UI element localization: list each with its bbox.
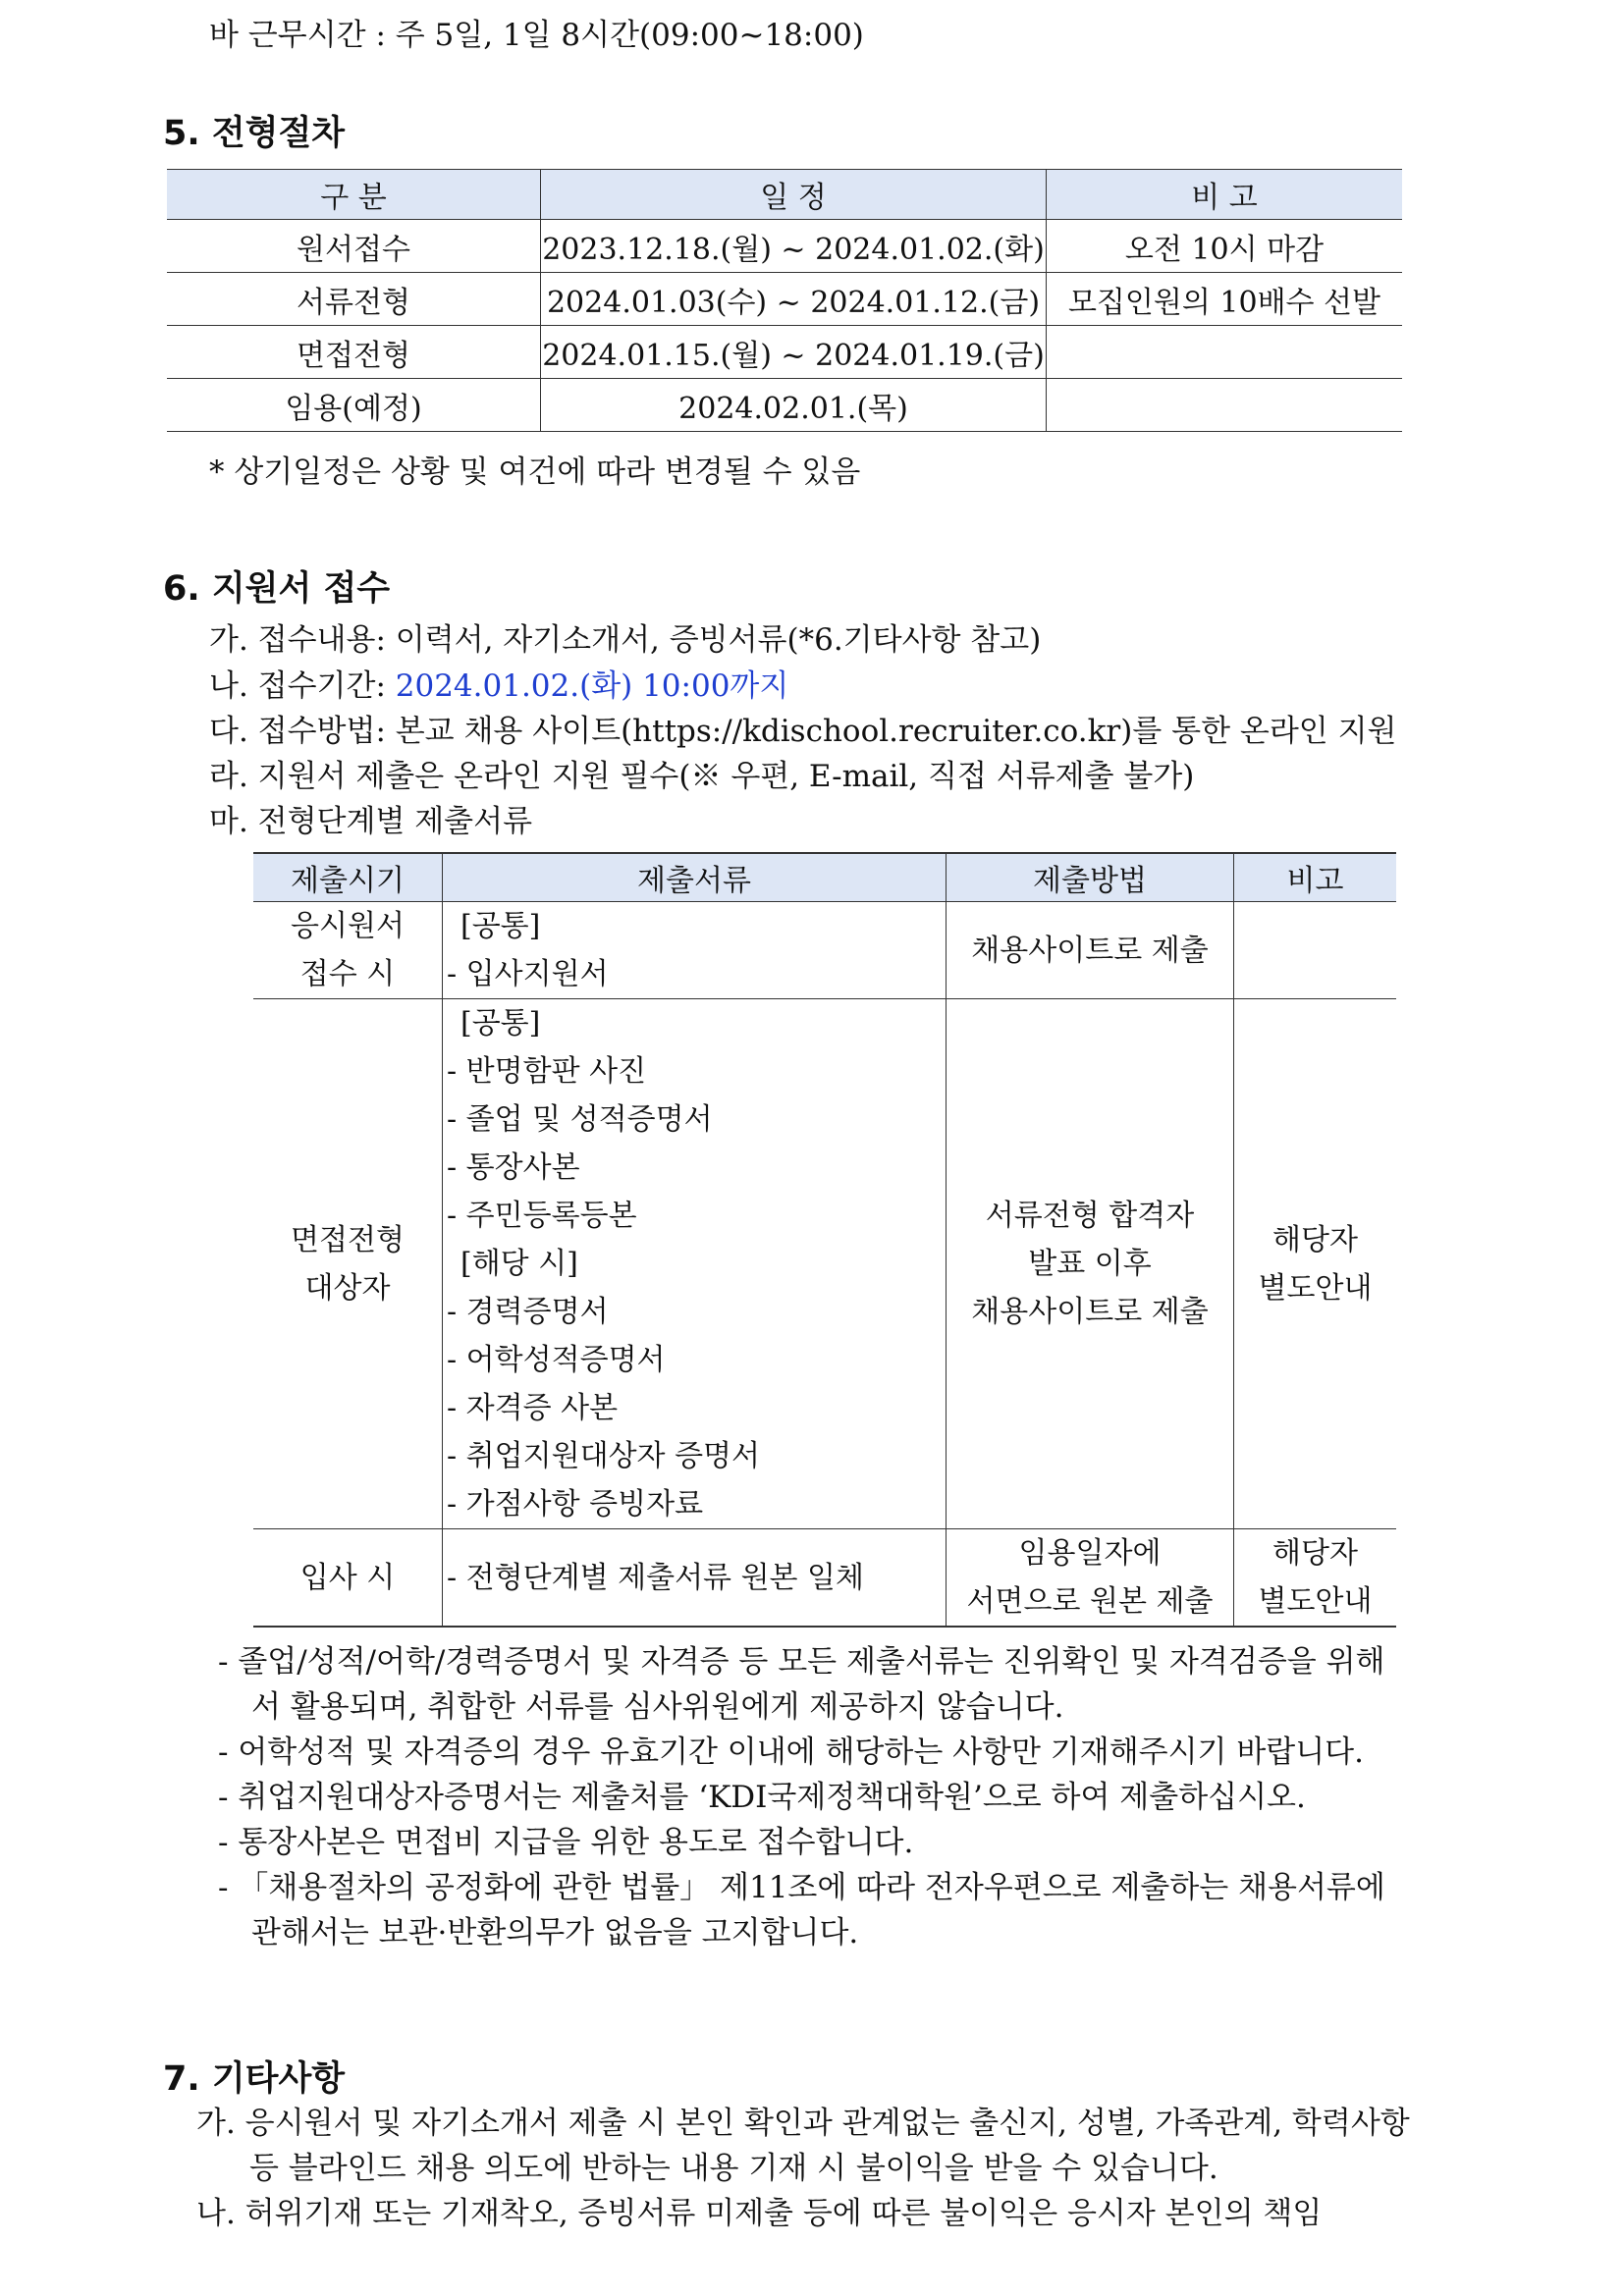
documents-header-note: 비고	[1234, 853, 1397, 902]
documents-notes	[218, 1639, 1411, 1955]
documents-method: 발표 이후	[1028, 1247, 1152, 1281]
documents-note-cell	[1234, 999, 1397, 1529]
application-period-value: 2024.01.02.(화) 10:00까지	[395, 668, 789, 704]
document-item: - 자격증 사본	[447, 1391, 619, 1425]
documents-note-item: - 「채용절차의 공정화에 관한 법률」 제11조에 따라 전자우편으로 제출하는 채용서류에 관해서는 보관·반환의무가 없음을 고지합니다.	[218, 1870, 1385, 1950]
document-item: - 경력증명서	[447, 1295, 609, 1329]
schedule-date: 2023.12.18.(월) ~ 2024.01.02.(화)	[541, 220, 1047, 273]
other-item: 가. 응시원서 및 자기소개서 제출 시 본인 확인과 관계없는 출신지, 성별, 가족관계, 학력사항 등 블라인드 채용 의도에 반하는 내용 기재 시 불이익을 받을 수 있습니다.	[196, 2106, 1410, 2186]
schedule-category: 임용(예정)	[167, 379, 541, 432]
schedule-category: 서류전형	[167, 273, 541, 326]
schedule-note: 모집인원의 10배수 선발	[1047, 273, 1403, 326]
documents-time-cell	[253, 999, 443, 1529]
table-row	[253, 999, 1396, 1529]
document-item: - 졸업 및 성적증명서	[447, 1102, 713, 1137]
table-row	[167, 220, 1402, 273]
online-required-line: 라. 지원서 제출은 온라인 지원 필수(※ 우편, E-mail, 직접 서류제출 불가)	[209, 759, 1195, 794]
documents-method: 서면으로 원본 제출	[966, 1584, 1214, 1619]
schedule-note: 오전 10시 마감	[1047, 220, 1403, 273]
other-item: 나. 허위기재 또는 기재착오, 증빙서류 미제출 등에 따른 불이익은 응시자 본인의 책임	[196, 2196, 1323, 2231]
documents-note-item: - 어학성적 및 자격증의 경우 유효기간 이내에 해당하는 사항만 기재해주시기 바랍니다.	[218, 1735, 1364, 1770]
documents-method: 채용사이트로 제출	[971, 1295, 1209, 1329]
documents-header-row	[253, 853, 1396, 902]
documents-time: 면접전형	[291, 1222, 405, 1257]
documents-list-cell	[443, 902, 947, 999]
other-items	[196, 2101, 1411, 2236]
document-item: - 어학성적증명서	[447, 1343, 666, 1377]
schedule-header-note: 비 고	[1047, 170, 1403, 220]
documents-time-cell	[253, 902, 443, 999]
documents-time: 입사 시	[253, 1529, 443, 1628]
schedule-date: 2024.02.01.(목)	[541, 379, 1047, 432]
document-item: - 통장사본	[447, 1150, 580, 1185]
application-period-line	[209, 661, 788, 705]
documents-header-docs: 제출서류	[443, 853, 947, 902]
section5-title: 5. 전형절차	[163, 114, 346, 153]
documents-time: 접수 시	[299, 957, 396, 991]
documents-note: 별도안내	[1258, 1584, 1373, 1619]
section7-title: 7. 기타사항	[163, 2059, 346, 2099]
schedule-header-row	[167, 170, 1402, 220]
document-item: [공통]	[460, 1006, 541, 1041]
documents-method: 채용사이트로 제출	[947, 902, 1234, 999]
table-row	[167, 326, 1402, 379]
documents-note: 해당자	[1272, 1536, 1358, 1571]
documents-note-item: - 졸업/성적/어학/경력증명서 및 자격증 등 모든 제출서류는 진위확인 및 자격검증을 위해서 활용되며, 취합한 서류를 심사위원에게 제공하지 않습니다.	[218, 1644, 1385, 1725]
schedule-table	[167, 169, 1402, 432]
table-row	[253, 1529, 1396, 1628]
documents-by-stage-line: 마. 전형단계별 제출서류	[209, 804, 533, 839]
schedule-note-text: * 상기일정은 상황 및 여건에 따라 변경될 수 있음	[209, 454, 861, 490]
schedule-note	[1047, 379, 1403, 432]
table-row	[167, 273, 1402, 326]
document-item: - 전형단계별 제출서류 원본 일체	[443, 1529, 947, 1628]
documents-note: 해당자	[1272, 1222, 1358, 1257]
documents-method-cell	[947, 1529, 1234, 1628]
documents-note-item: - 취업지원대상자증명서는 제출처를 ‘KDI국제정책대학원’으로 하여 제출하십시오.	[218, 1780, 1306, 1815]
documents-time: 응시원서	[291, 909, 405, 943]
document-item: - 입사지원서	[447, 957, 609, 991]
table-row	[253, 902, 1396, 999]
document-item: - 주민등록등본	[447, 1199, 637, 1233]
schedule-header-category: 구 분	[167, 170, 541, 220]
schedule-header-date: 일 정	[541, 170, 1047, 220]
schedule-category: 면접전형	[167, 326, 541, 379]
documents-time: 대상자	[304, 1270, 391, 1306]
documents-note-cell	[1234, 1529, 1397, 1628]
document-item: - 가점사항 증빙자료	[447, 1487, 704, 1522]
schedule-date: 2024.01.03(수) ~ 2024.01.12.(금)	[541, 273, 1047, 326]
documents-note: 별도안내	[1258, 1270, 1373, 1306]
documents-list-cell	[443, 999, 947, 1529]
documents-method: 서류전형 합격자	[985, 1199, 1195, 1233]
document-item: [해당 시]	[460, 1247, 578, 1281]
documents-method: 임용일자에	[1018, 1536, 1162, 1571]
schedule-date: 2024.01.15.(월) ~ 2024.01.19.(금)	[541, 326, 1047, 379]
schedule-note	[1047, 326, 1403, 379]
table-row	[167, 379, 1402, 432]
schedule-category: 원서접수	[167, 220, 541, 273]
documents-header-time: 제출시기	[253, 853, 443, 902]
application-method-line: 다. 접수방법: 본교 채용 사이트(https://kdischool.recruiter.co.kr)를 통한 온라인 지원	[209, 714, 1397, 749]
document-item: - 반명함판 사진	[447, 1054, 647, 1089]
documents-note	[1234, 902, 1397, 999]
document-item: - 취업지원대상자 증명서	[447, 1439, 761, 1473]
documents-table	[253, 852, 1396, 1628]
application-content-line: 가. 접수내용: 이력서, 자기소개서, 증빙서류(*6.기타사항 참고)	[209, 622, 1042, 658]
section6-title: 6. 지원서 접수	[163, 569, 391, 609]
application-period-label: 나. 접수기간:	[209, 668, 396, 704]
documents-header-method: 제출방법	[947, 853, 1234, 902]
work-hours-line: 바 근무시간 : 주 5일, 1일 8시간(09:00~18:00)	[209, 18, 864, 53]
documents-method-cell	[947, 999, 1234, 1529]
documents-note-item: - 통장사본은 면접비 지급을 위한 용도로 접수합니다.	[218, 1825, 914, 1860]
document-item: [공통]	[460, 909, 541, 943]
